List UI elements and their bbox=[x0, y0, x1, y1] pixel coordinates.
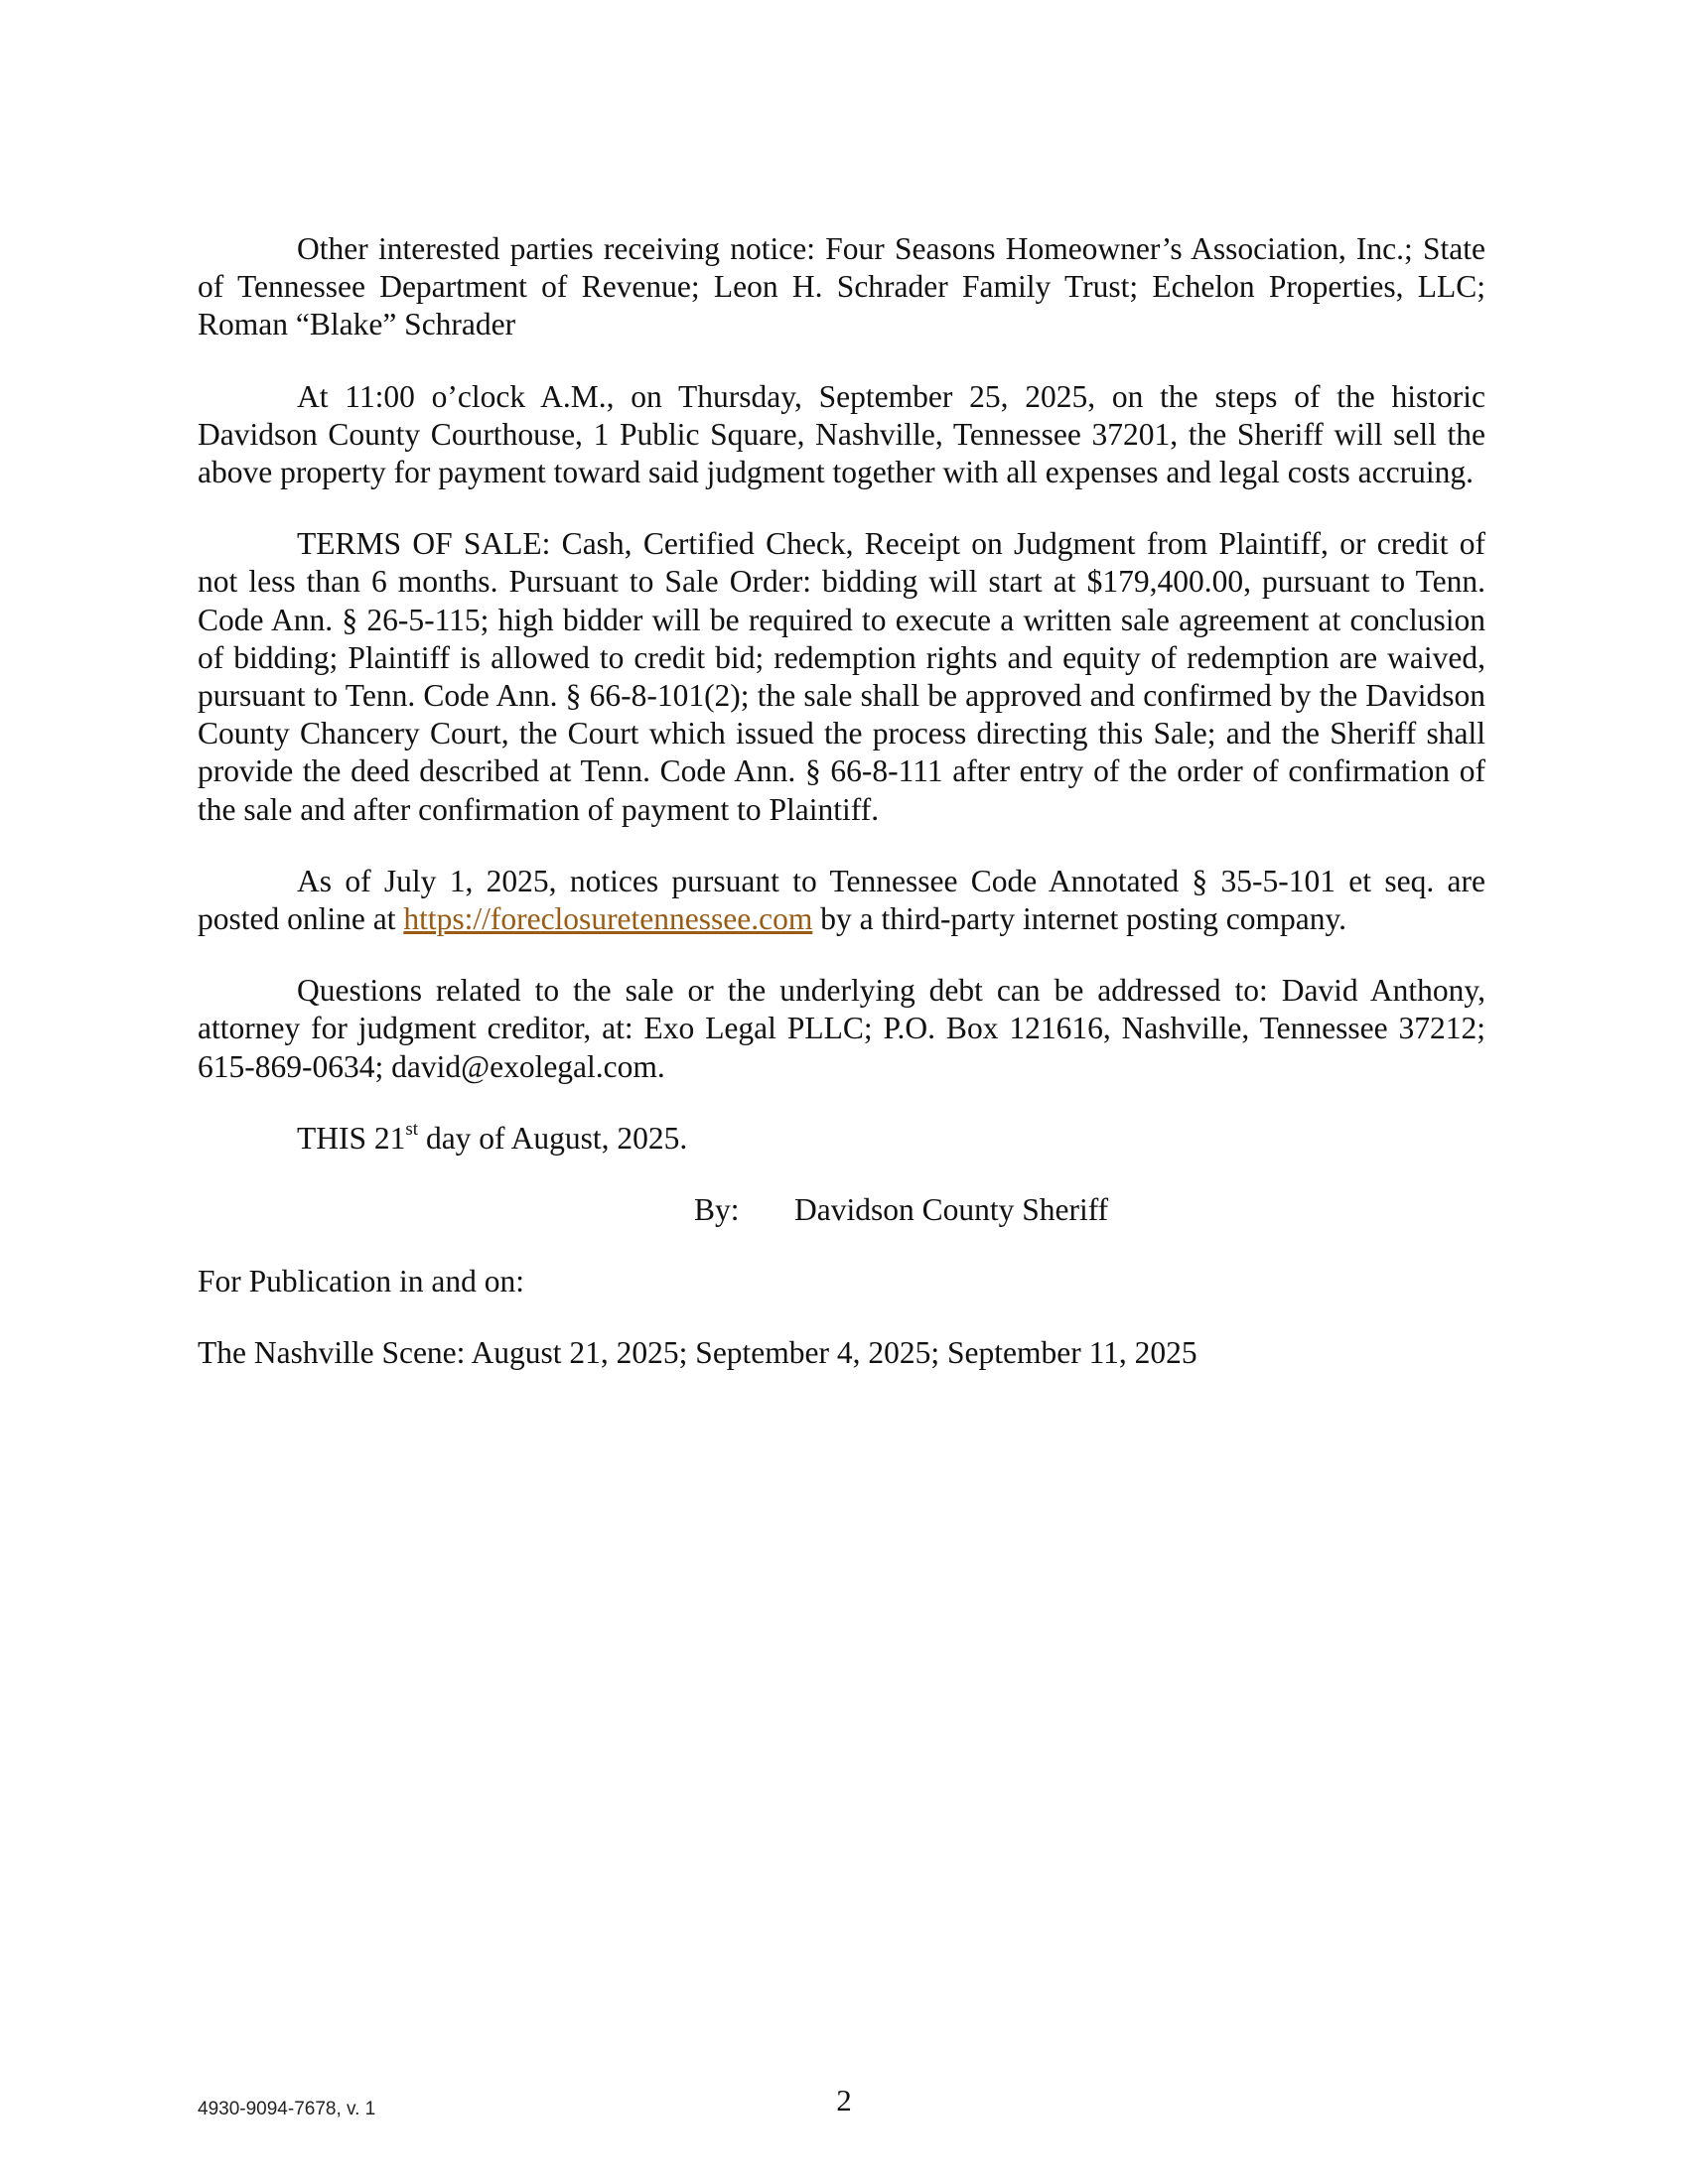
publication-details: The Nashville Scene: August 21, 2025; September 4, 2025; September 11, 2025 bbox=[198, 1335, 1197, 1371]
notices-text-after-link: by a third-party internet posting company. bbox=[812, 901, 1347, 937]
notices-text-before-link: As of July 1, 2025, notices pursuant to Tennessee Code Annotated § 35-5-101 et seq. are posted online at bbox=[198, 863, 1485, 937]
signature-line bbox=[198, 1191, 1485, 1229]
other-parties-paragraph: Other interested parties receiving notice: Four Seasons Homeowner’s Association, Inc.; State of Tennessee Department of Revenue; Leon H. Schrader Family Trust; Echelon Properties, LLC; Roman “Blake” Schrader bbox=[198, 231, 1485, 342]
terms-of-sale-paragraph: TERMS OF SALE: Cash, Certified Check, Receipt on Judgment from Plaintiff, or credit of not less than 6 months. Pursuant to Sale Order: bidding will start at $179,400.00, pursuant to Tenn. Code Ann. § 26-5-115; high bidder will be required to execute a written sale agreement at conclusion of bidding; Plaintiff is allowed to credit bid; redemption rights and equity of redemption are waived, pursuant to Tenn. Code Ann. § 66-8-101(2); the sale shall be approved and confirmed by the Davidson County Chancery Court, the Court which issued the process directing this Sale; and the Sheriff shall provide the deed described at Tenn. Code Ann. § 66-8-111 after entry of the order of confirmation of the sale and after confirmation of payment to Plaintiff. bbox=[198, 526, 1485, 827]
signature-signer: Davidson County Sheriff bbox=[794, 1192, 1109, 1228]
foreclosure-website-link[interactable]: https://foreclosuretennessee.com bbox=[403, 901, 813, 937]
date-line bbox=[198, 1120, 1485, 1158]
document-body bbox=[198, 230, 1485, 1407]
document-id: 4930-9094-7678, v. 1 bbox=[198, 2099, 376, 2119]
sale-time-paragraph: At 11:00 o’clock A.M., on Thursday, September 25, 2025, on the steps of the historic Davidson County Courthouse, 1 Public Square, Nashville, Tennessee 37201, the Sheriff will sell the above property for payment toward said judgment together with all expenses and legal costs accruing. bbox=[198, 378, 1485, 490]
publication-heading: For Publication in and on: bbox=[198, 1264, 524, 1299]
date-suffix: day of August, 2025. bbox=[418, 1120, 688, 1156]
date-ordinal-suffix: st bbox=[405, 1118, 419, 1140]
notices-paragraph bbox=[198, 863, 1485, 938]
signature-by-label: By: bbox=[694, 1192, 740, 1228]
date-prefix: THIS 21 bbox=[297, 1120, 406, 1156]
questions-paragraph: Questions related to the sale or the underlying debt can be addressed to: David Anthony, attorney for judgment creditor, at: Exo Legal PLLC; P.O. Box 121616, Nashville, Tennessee 37212; 615-869-0634; david@exolegal.com. bbox=[198, 973, 1485, 1084]
page-number: 2 bbox=[836, 2083, 852, 2117]
